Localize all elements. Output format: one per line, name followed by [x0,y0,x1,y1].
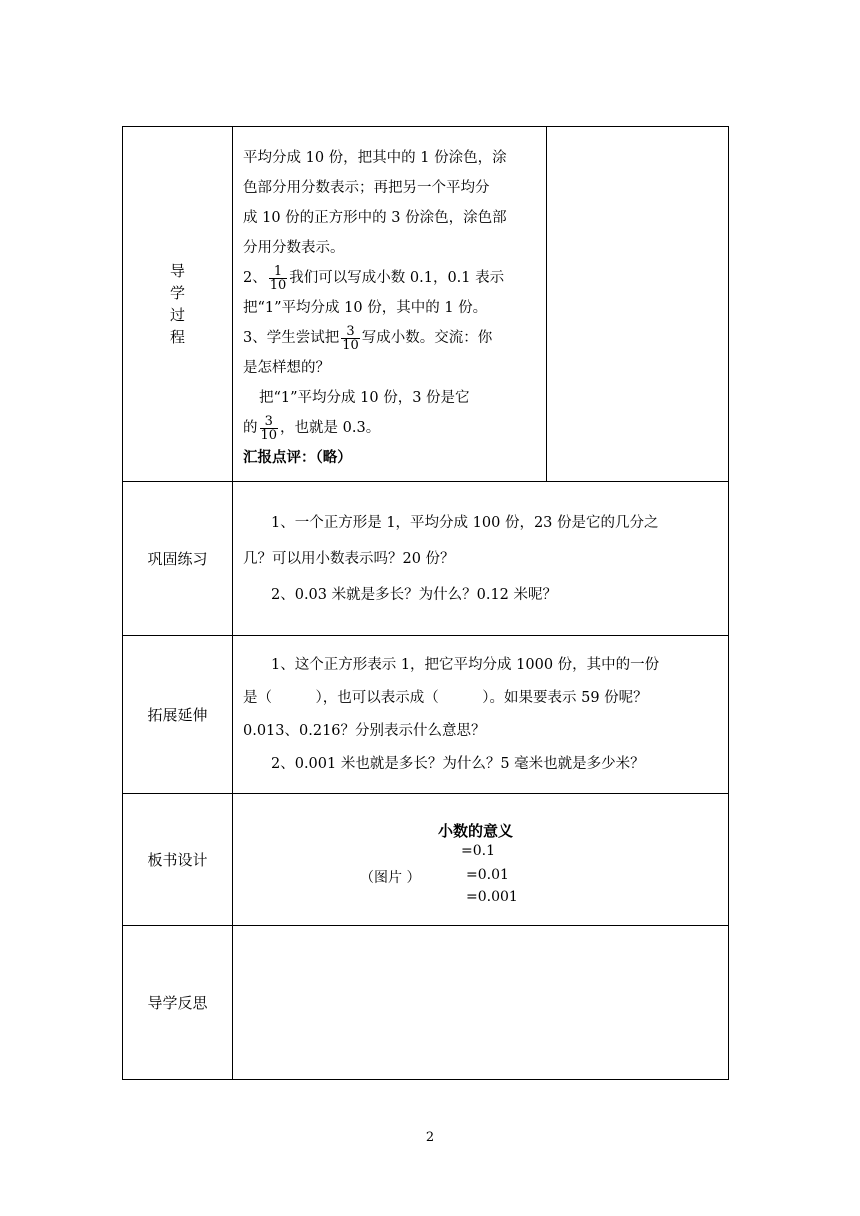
process-item-2 [243,263,540,293]
label-guided-process [123,127,233,482]
extend-content [233,636,729,794]
exercise-line: 1、一个正方形是 1，平均分成 100 份，23 份是它的几分之 [271,514,659,531]
board-content [233,794,729,926]
label-board: 板书设计 [123,794,233,926]
fraction-denominator: 10 [269,277,287,293]
board-equation: =0.001 [466,888,518,905]
fraction-three-tenths [341,325,360,352]
row-consolidate [123,482,729,636]
process-item-3 [243,323,540,353]
consolidate-content [233,482,729,636]
fraction-one-tenth [269,265,288,292]
label-reflection: 导学反思 [123,926,233,1080]
lesson-plan-table [122,126,729,1080]
label-consolidate: 巩固练习 [123,482,233,636]
process-content [233,127,547,482]
label-extend: 拓展延伸 [123,636,233,794]
notes-cell [547,127,729,482]
label-char: 学 [169,284,185,302]
exercise-line: 是（ ），也可以表示成（ ）。如果要表示 59 份呢？ [243,689,648,706]
board-title: 小数的意义 [438,821,514,840]
row-guided-process [123,127,729,482]
process-line: 成 10 份的正方形中的 3 份涂色，涂色部 [243,210,507,226]
process-line: 分用分数表示。 [243,240,345,256]
board-equation: =0.1 [461,842,495,859]
board-equation: =0.01 [466,866,509,883]
item-text: 我们可以写成小数 0.1，0.1 表示 [289,270,505,286]
exercise-line: 几？可以用小数表示吗？20 份？ [243,550,455,567]
exercise-line: 2、0.03 米就是多长？为什么？0.12 米呢？ [271,586,558,603]
board-picture-placeholder: （图片 ） [360,869,421,886]
row-board [123,794,729,926]
row-reflection [123,926,729,1080]
exercise-line: 2、0.001 米也就是多长？为什么？5 毫米也就是多少米？ [271,755,645,772]
fraction-numerator: 3 [264,413,273,429]
label-char: 过 [169,306,185,324]
process-line: 把“1”平均分成 10 份，3 份是它 [259,390,470,406]
fraction-denominator: 10 [260,427,278,443]
process-line: 把“1”平均分成 10 份，其中的 1 份。 [243,300,488,316]
row-extend [123,636,729,794]
fraction-numerator: 3 [346,323,355,339]
page-number: 2 [425,1130,435,1145]
process-explain [243,413,540,443]
exercise-line: 0.013、0.216？分别表示什么意思？ [243,722,486,739]
label-char: 程 [169,328,185,346]
exercise-line: 1、这个正方形表示 1，把它平均分成 1000 份，其中的一份 [271,656,660,673]
report-comment: 汇报点评：（略） [243,450,352,466]
item-text: 写成小数。交流：你 [361,330,493,346]
process-line: 是怎样想的？ [243,360,330,376]
fraction-three-tenths [260,415,279,442]
fraction-numerator: 1 [273,263,283,279]
fraction-denominator: 10 [342,337,359,353]
item-prefix: 3、学生尝试把 [243,330,340,346]
item-prefix: 的 [243,420,258,436]
process-line: 色部分用分数表示；再把另一个平均分 [243,180,490,196]
process-line: 平均分成 10 份，把其中的 1 份涂色，涂 [243,150,507,166]
label-char: 导 [169,262,185,280]
item-text: ，也就是 0.3。 [280,420,381,436]
reflection-content [233,926,729,1080]
item-prefix: 2、 [243,270,267,286]
